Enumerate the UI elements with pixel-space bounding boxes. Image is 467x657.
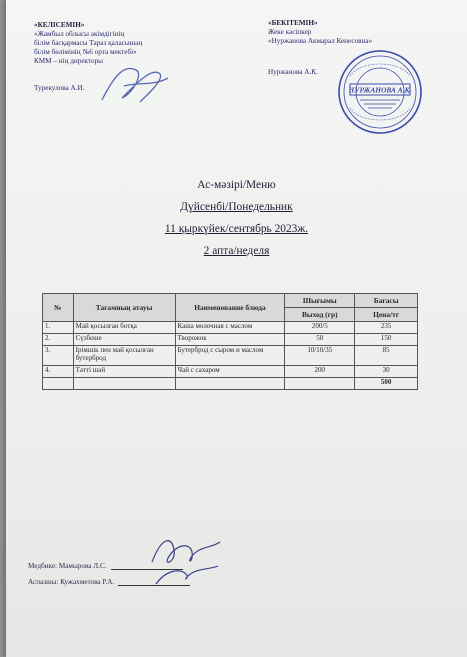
row-name-ru: Бутерброд с сыром и маслом xyxy=(175,346,285,366)
table-row xyxy=(43,322,418,334)
menu-table xyxy=(42,293,418,390)
row-name-kz: Сүзбеше xyxy=(73,334,175,346)
header-price-kz: Бағасы xyxy=(355,294,418,308)
org-line-2: білім басқармасы Тараз қаласының xyxy=(34,39,143,47)
entrepreneur-name: Нуржанова А.К. xyxy=(268,68,318,76)
director-name: Турекулова А.И. xyxy=(34,84,85,92)
director-signature xyxy=(94,56,174,112)
svg-text:НУРЖАНОВА А.К.: НУРЖАНОВА А.К. xyxy=(348,85,412,95)
row-num: 2. xyxy=(43,334,74,346)
header-output-kz: Шығымы xyxy=(285,294,355,308)
row-price: 30 xyxy=(355,366,418,378)
menu-title: Ас-мәзірі/Меню xyxy=(197,179,276,191)
official-stamp xyxy=(336,48,424,136)
row-price: 85 xyxy=(355,346,418,366)
row-name-kz: Ірімшік пен май қосылған бутерброд xyxy=(73,346,175,366)
row-output: 10/10/35 xyxy=(285,346,355,366)
row-price: 235 xyxy=(355,322,418,334)
date-title: 11 қыркүйек/сентябрь 2023ж. xyxy=(164,223,309,235)
org-line-3: білім бөлімінің №6 орта мектебі» xyxy=(34,48,137,56)
menu-title-block xyxy=(6,174,467,262)
table-row xyxy=(43,346,418,366)
row-num: 1. xyxy=(43,322,74,334)
row-name-ru: Чай с сахаром xyxy=(175,366,285,378)
footer-signatures xyxy=(146,532,224,592)
row-output: 50 xyxy=(285,334,355,346)
total-price: 500 xyxy=(355,378,418,390)
document-sheet xyxy=(6,0,467,657)
row-num: 4. xyxy=(43,366,74,378)
day-title: Дүйсенбі/Понедельник xyxy=(180,201,293,213)
row-output: 200 xyxy=(285,366,355,378)
total-row xyxy=(43,378,418,390)
org-line-1: «Жамбыл облысы әкімдігінің xyxy=(34,30,125,38)
header-name-kz: Тағамның атауы xyxy=(73,294,175,322)
table-row xyxy=(43,334,418,346)
header-name-ru: Наименование блюда xyxy=(175,294,285,322)
row-name-kz: Май қосылған ботқа xyxy=(73,322,175,334)
header-price-ru: Цена/тг xyxy=(355,308,418,322)
entrepreneur-line-1: Жеке кәсіпкер xyxy=(268,28,312,36)
row-output: 200/5 xyxy=(285,322,355,334)
row-name-ru: Творожок xyxy=(175,334,285,346)
row-name-ru: Каша молочная с маслом xyxy=(175,322,285,334)
row-num: 3. xyxy=(43,346,74,366)
week-title: 2 апта/неделя xyxy=(203,245,270,257)
row-price: 150 xyxy=(355,334,418,346)
approve-title: «БЕКІТЕМІН» xyxy=(268,19,318,27)
header-output-ru: Выход (гр) xyxy=(285,308,355,322)
header-num: № xyxy=(43,294,74,322)
agree-title: «КЕЛІСЕМІН» xyxy=(34,21,85,29)
table-row xyxy=(43,366,418,378)
nurse-name: Медбике: Мамырова Л.С. xyxy=(28,562,107,570)
entrepreneur-line-2: «Нуржанова Акмарал Кенесовна» xyxy=(268,37,373,45)
org-line-4: КММ – нің директоры xyxy=(34,57,103,65)
cook-name: Аспазшы: Кужахметова Р.А. xyxy=(28,578,115,586)
row-name-kz: Тәтті шәй xyxy=(73,366,175,378)
